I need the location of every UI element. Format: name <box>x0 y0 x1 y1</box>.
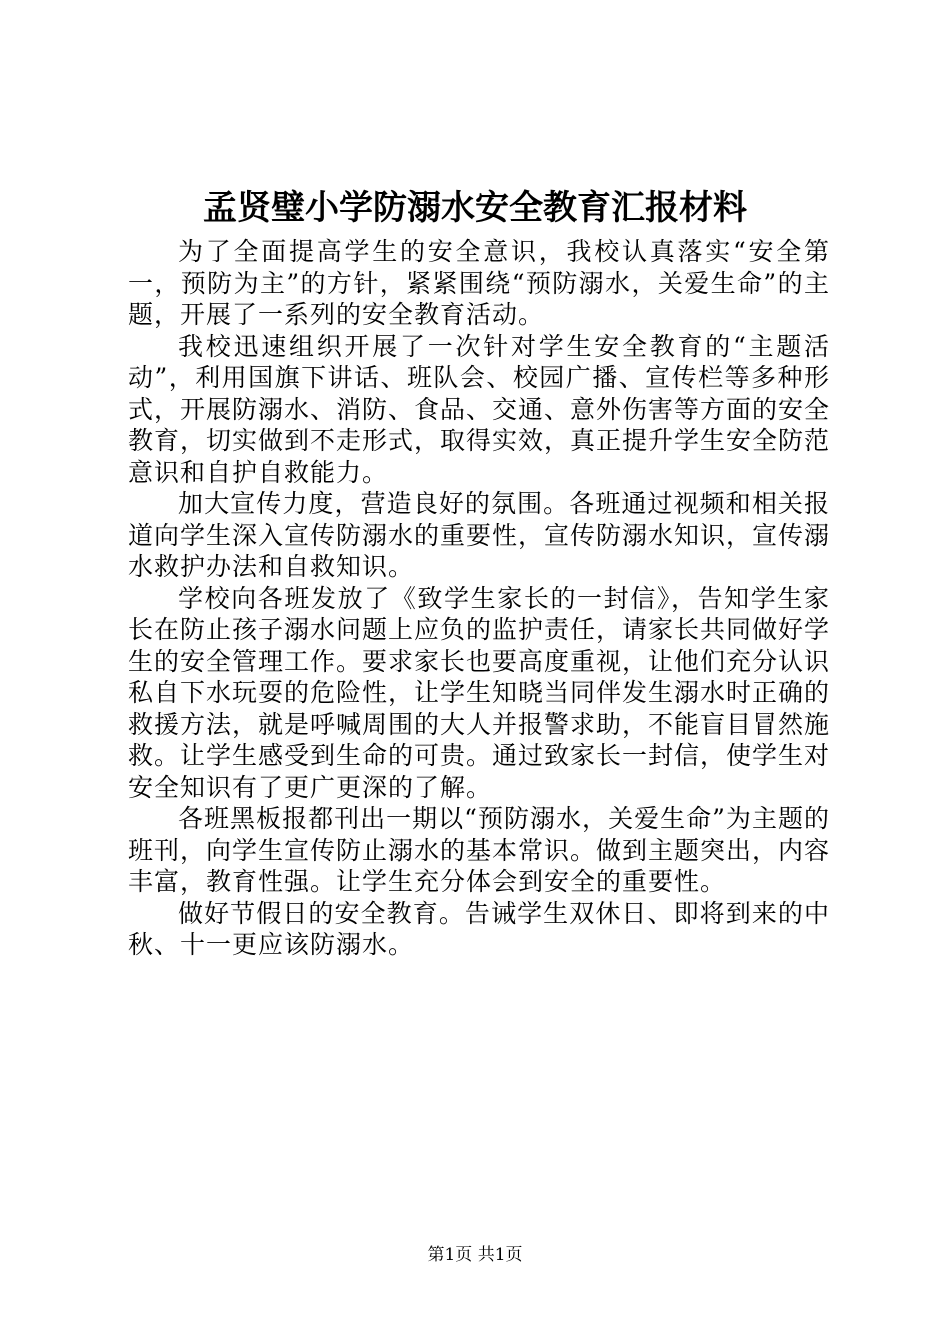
paragraph-1: 为了全面提高学生的安全意识，我校认真落实“安全第一，预防为主”的方针，紧紧围绕“预防溺水，关爱生命”的主题，开展了一系列的安全教育活动。 <box>128 237 830 329</box>
paragraph-3: 加大宣传力度，营造良好的氛围。各班通过视频和相关报道向学生深入宣传防溺水的重要性，宣传防溺水知识，宣传溺水救护办法和自救知识。 <box>128 489 831 581</box>
document-body <box>128 236 830 961</box>
paragraph-6: 做好节假日的安全教育。告诫学生双休日、即将到来的中秋、十一更应该防溺水。 <box>128 898 830 959</box>
document-title: 孟贤璧小学防溺水安全教育汇报材料 <box>203 188 747 228</box>
page-footer: 第1页 共1页 <box>427 1245 523 1265</box>
paragraph-5: 各班黑板报都刊出一期以“预防溺水，关爱生命”为主题的班刊，向学生宣传防止溺水的基本常识。做到主题突出，内容丰富，教育性强。让学生充分体会到安全的重要性。 <box>128 804 831 896</box>
paragraph-4: 学校向各班发放了《致学生家长的一封信》，告知学生家长在防止孩子溺水问题上应负的监护责任，请家长共同做好学生的安全管理工作。要求家长也要高度重视，让他们充分认识私自下水玩耍的危险性，让学生知晓当同伴发生溺水时正确的救援方法，就是呼喊周围的大人并报警求助，不能盲目冒然施救。让学生感受到生命的可贵。通过致家长一封信，使学生对安全知识有了更广更深的了解。 <box>128 583 831 802</box>
paragraph-2: 我校迅速组织开展了一次针对学生安全教育的“主题活动”，利用国旗下讲话、班队会、校园广播、宣传栏等多种形式，开展防溺水、消防、食品、交通、意外伤害等方面的安全教育，切实做到不走形式，取得实效，真正提升学生安全防范意识和自护自救能力。 <box>128 331 831 487</box>
